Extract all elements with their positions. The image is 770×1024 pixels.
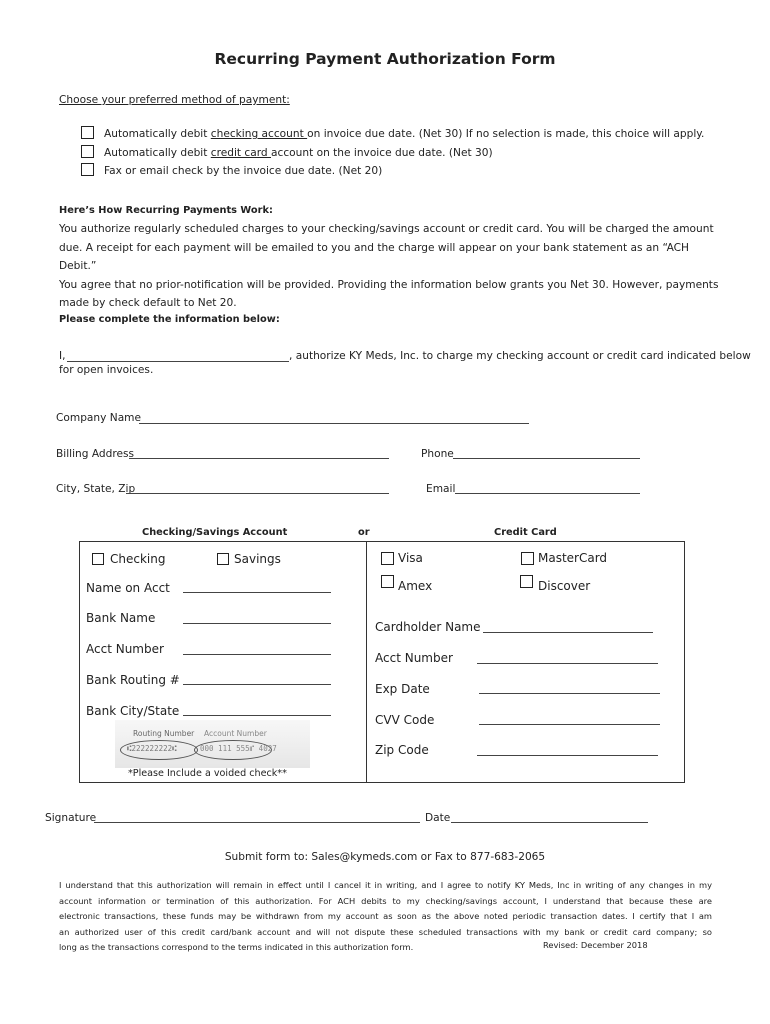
- cardholder-name-label: Cardholder Name: [375, 620, 481, 634]
- phone-line[interactable]: [453, 458, 640, 459]
- option-credit-text: [104, 147, 493, 159]
- auth-name-line[interactable]: [67, 361, 289, 362]
- option-text-pre: Fax or email check by the invoice due date. (Net 20): [104, 165, 383, 177]
- credit-section-title: Credit Card: [494, 527, 557, 538]
- option-text-pre: Automatically debit: [104, 128, 211, 140]
- how-line: made by check default to Net 20.: [59, 297, 237, 309]
- option-text-link: checking account: [210, 128, 308, 140]
- zip-code-label: Zip Code: [375, 743, 429, 757]
- company-name-line[interactable]: [139, 423, 529, 424]
- billing-address-label: Billing Address: [56, 448, 135, 460]
- checking-acct-number-line[interactable]: [183, 654, 331, 655]
- voided-check-note: *Please Include a voided check**: [128, 768, 287, 779]
- fine-print-line: I understand that this authorization will remain in effect until I cancel it in writing, and I agree to notify KY Meds, Inc in writing of any changes in my: [59, 880, 712, 890]
- routing-caption: Routing Number: [133, 729, 195, 738]
- savings-label: Savings: [234, 552, 281, 566]
- option-check-text: [104, 165, 382, 177]
- bank-name-label: Bank Name: [86, 611, 156, 625]
- card-acct-number-label: Acct Number: [375, 651, 453, 665]
- or-label: or: [358, 527, 370, 538]
- option-checking-checkbox[interactable]: [81, 126, 94, 139]
- account-caption: Account Number: [204, 729, 267, 738]
- signature-label: Signature: [45, 812, 97, 824]
- mastercard-label: MasterCard: [538, 551, 608, 565]
- exp-date-label: Exp Date: [375, 682, 430, 696]
- fine-print-line: an authorized user of this credit card/bank account and will not dispute these scheduled transactions with my bank or credit card company; so: [59, 926, 712, 937]
- bank-routing-line[interactable]: [183, 684, 331, 685]
- name-on-acct-line[interactable]: [183, 592, 331, 593]
- checking-label: Checking: [110, 552, 166, 566]
- signature-line[interactable]: [94, 822, 420, 823]
- amex-checkbox[interactable]: [381, 575, 394, 588]
- form-title: Recurring Payment Authorization Form: [214, 50, 556, 68]
- submit-instructions: Submit form to: Sales@kymeds.com or Fax to 877-683-2065: [224, 851, 546, 863]
- bank-city-state-label: Bank City/State: [86, 704, 180, 718]
- how-line: You authorize regularly scheduled charges to your checking/savings account or credit card. You will be charged the amount: [59, 223, 714, 235]
- bank-name-line[interactable]: [183, 623, 331, 624]
- routing-digits: ⑆222222222⑆: [127, 744, 177, 753]
- how-line: due. A receipt for each payment will be emailed to you and the charge will appear on your bank statement as an “ACH Debit.”: [59, 241, 690, 272]
- zip-code-line[interactable]: [477, 755, 658, 756]
- cvv-code-label: CVV Code: [375, 713, 435, 727]
- how-line: You agree that no prior-notification will be provided. Providing the information below grants you Net 30. However, payments: [59, 278, 719, 291]
- fine-print-line: long as the transactions correspond to the terms indicated in this authorization form.: [59, 942, 414, 952]
- amex-label: Amex: [398, 579, 433, 593]
- company-name-label: Company Name: [56, 412, 142, 424]
- email-line[interactable]: [455, 493, 640, 494]
- discover-label: Discover: [538, 579, 591, 593]
- payment-method-heading: Choose your preferred method of payment:: [59, 94, 290, 106]
- checking-checkbox[interactable]: [92, 553, 104, 565]
- bank-city-state-line[interactable]: [183, 715, 331, 716]
- phone-label: Phone: [421, 448, 454, 460]
- revised-date: Revised: December 2018: [543, 940, 648, 950]
- discover-checkbox[interactable]: [520, 575, 533, 588]
- option-credit-checkbox[interactable]: [81, 145, 94, 158]
- option-text-link: credit card: [210, 147, 272, 159]
- auth-prefix: I,: [59, 350, 66, 362]
- bank-routing-label: Bank Routing #: [86, 673, 180, 687]
- email-label: Email: [426, 483, 456, 495]
- date-label: Date: [425, 812, 451, 824]
- card-acct-number-line[interactable]: [477, 663, 658, 664]
- auth-text-line2: for open invoices.: [59, 364, 154, 376]
- savings-checkbox[interactable]: [217, 553, 229, 565]
- account-digits: 000 111 555⑈ 4027: [200, 744, 277, 753]
- auth-text: , authorize KY Meds, Inc. to charge my checking account or credit card indicated below: [289, 350, 751, 362]
- date-line[interactable]: [451, 822, 648, 823]
- checking-section-title: Checking/Savings Account: [142, 527, 288, 538]
- complete-heading: Please complete the information below:: [59, 314, 280, 325]
- option-check-checkbox[interactable]: [81, 163, 94, 176]
- checking-acct-number-label: Acct Number: [86, 642, 164, 656]
- exp-date-line[interactable]: [479, 693, 660, 694]
- option-text-pre: Automatically debit: [104, 147, 211, 159]
- how-heading: Here’s How Recurring Payments Work:: [59, 205, 273, 216]
- visa-label: Visa: [398, 551, 423, 565]
- cardholder-name-line[interactable]: [483, 632, 653, 633]
- option-checking-text: [104, 128, 704, 140]
- option-text-post: on invoice due date. (Net 30) If no selection is made, this choice will apply.: [307, 128, 705, 140]
- city-state-zip-line[interactable]: [126, 493, 389, 494]
- billing-address-line[interactable]: [129, 458, 389, 459]
- fine-print-line: electronic transactions, these funds may be withdrawn from my account as soon as the above noted periodic transaction dates. I certify that I am: [59, 911, 712, 921]
- city-state-zip-label: City, State, Zip: [56, 483, 136, 495]
- how-paragraph: [59, 220, 719, 313]
- cvv-code-line[interactable]: [479, 724, 660, 725]
- option-text-post: account on the invoice due date. (Net 30): [271, 147, 493, 159]
- visa-checkbox[interactable]: [381, 552, 394, 565]
- fine-print-line: account information or termination of this authorization. For ACH debits to my checking/savings account, I understand that because these are: [59, 895, 712, 906]
- mastercard-checkbox[interactable]: [521, 552, 534, 565]
- name-on-acct-label: Name on Acct: [86, 581, 170, 595]
